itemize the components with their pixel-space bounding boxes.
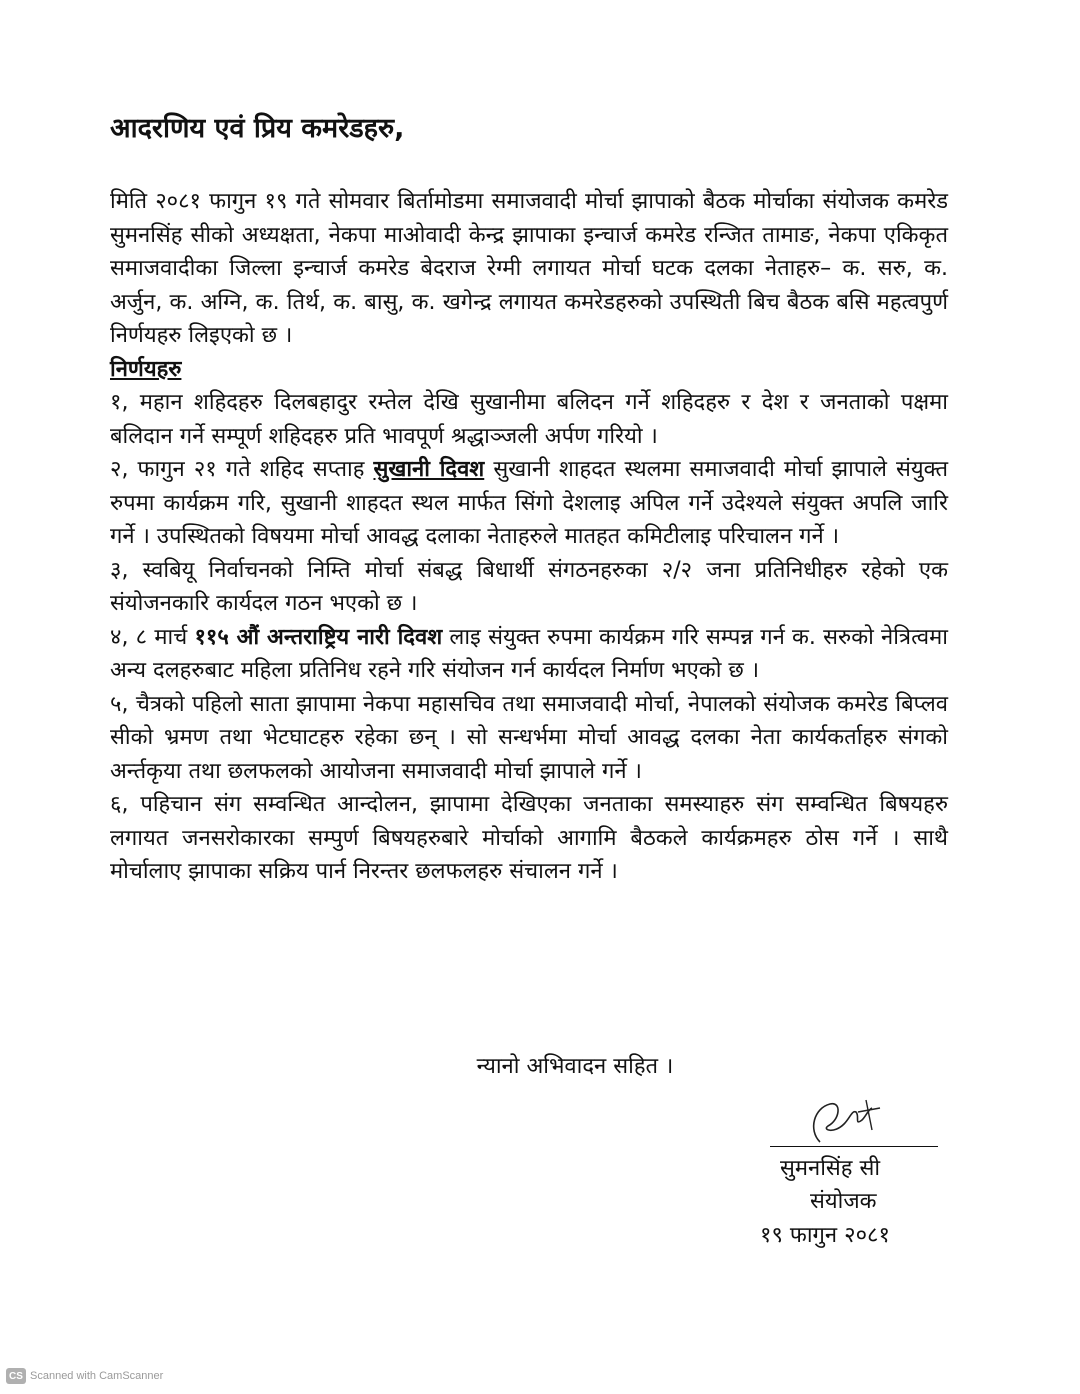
signatory-name: सुमनसिंह सी [780, 1156, 881, 1181]
salutation: आदरणिय एवं प्रिय कमरेडहरु, [110, 113, 405, 144]
closing-line: न्यानो अभिवादन सहित । [476, 1054, 674, 1079]
decision-2 [110, 453, 948, 554]
decision-4-text-c: लाइ संयुक्त रुपमा कार्यक्रम गरि सम्पन्न गर्न क. सरुको नेत्रित्वमा अन्य दलहरुबाट महिला प्रतिनिध रहने गरि संयोजन गर्न कार्यदल निर्माण भएको छ । [110, 624, 948, 683]
decisions-heading: निर्णयहरु [110, 356, 182, 382]
letter-body [110, 185, 948, 889]
decision-4-highlight: ११५ औं अन्तराष्ट्रिय नारी दिवश [194, 624, 443, 650]
signature-line [770, 1146, 938, 1147]
intro-paragraph: मिति २०८१ फागुन १९ गते सोमवार बिर्तामोडमा समाजवादी मोर्चा झापाको बैठक मोर्चाका संयोजक कमरेड सुमनसिंह सीको अध्यक्षता, नेकपा माओवादी केन्द्र झापाका इन्चार्ज कमरेड रन्जित तामाङ, नेकपा एकिकृत समाजवादीका जिल्ला इन्चार्ज कमरेड बेदराज रेग्मी लगायत मोर्चा घटक दलका नेताहरु– क. सरु, क. अर्जुन, क. अग्नि, क. तिर्थ, क. बासु, क. खगेन्द्र लगायत कमरेडहरुको उपस्थिती बिच बैठक बसि महत्वपुर्ण निर्णयहरु लिइएको छ । [110, 189, 948, 348]
decision-4 [110, 621, 948, 688]
scanner-watermark [6, 1368, 163, 1384]
scanner-watermark-text: Scanned with CamScanner [30, 1370, 164, 1382]
camscanner-icon: CS [6, 1368, 26, 1384]
decision-5: ५, चैत्रको पहिलो साता झापामा नेकपा महासचिव तथा समाजवादी मोर्चा, नेपालको संयोजक कमरेड बिप्लव सीको भ्रमण तथा भेटघाटहरु रहेका छन् । सो सन्धर्भमा मोर्चा आवद्ध दलका नेता कार्यकर्ताहरु संगको अर्न्तकृया तथा छलफलको आयोजना समाजवादी मोर्चा झापाले गर्ने । [110, 691, 948, 784]
decision-2-text-a: २, फागुन २१ गते शहिद सप्ताह [110, 457, 374, 482]
decision-2-text-c: सुखानी शाहदत स्थलमा समाजवादी मोर्चा झापाले संयुक्त रुपमा कार्यक्रम गरि, सुखानी शाहदत स्थल मार्फत सिंगो देशलाइ अपिल गर्ने उदेश्यले संयुक्त अपलि जारि गर्ने । उपस्थितको विषयमा मोर्चा आवद्ध दलाका नेताहरुले मातहत कमिटीलाइ परिचालन गर्ने । [110, 457, 948, 549]
decision-6: ६, पहिचान संग सम्वन्धित आन्दोलन, झापामा देखिएका जनताका समस्याहरु संग सम्वन्धित बिषयहरु लगायत जनसरोकारका सम्पुर्ण बिषयहरुबारे मोर्चाको आगामि बैठकले कार्यक्रमहरु ठोस गर्ने । साथै मोर्चालाए झापाका सक्रिय पार्न निरन्तर छलफलहरु संचालन गर्ने । [110, 792, 948, 884]
signatory-role: संयोजक [810, 1189, 877, 1214]
decision-3: ३, स्वबियू निर्वाचनको निम्ति मोर्चा संबद्ध बिधार्थी संगठनहरुका २/२ जना प्रतिनिधीहरु रहेको एक संयोजनकारि कार्यदल गठन भएको छ । [110, 557, 948, 616]
handwritten-signature [800, 1090, 890, 1150]
decision-1: १, महान शहिदहरु दिलबहादुर रम्तेल देखि सुखानीमा बलिदन गर्ने शहिदहरु र देश र जनताको पक्षमा बलिदान गर्ने सम्पूर्ण शहिदहरु प्रति भावपूर्ण श्रद्धाञ्जली अर्पण गरियो । [110, 390, 948, 449]
decision-2-highlight: सुखानी दिवश [373, 457, 485, 482]
decision-4-text-a: ४, ८ मार्च [110, 624, 195, 650]
signature-date: १९ फागुन २०८१ [760, 1223, 890, 1248]
